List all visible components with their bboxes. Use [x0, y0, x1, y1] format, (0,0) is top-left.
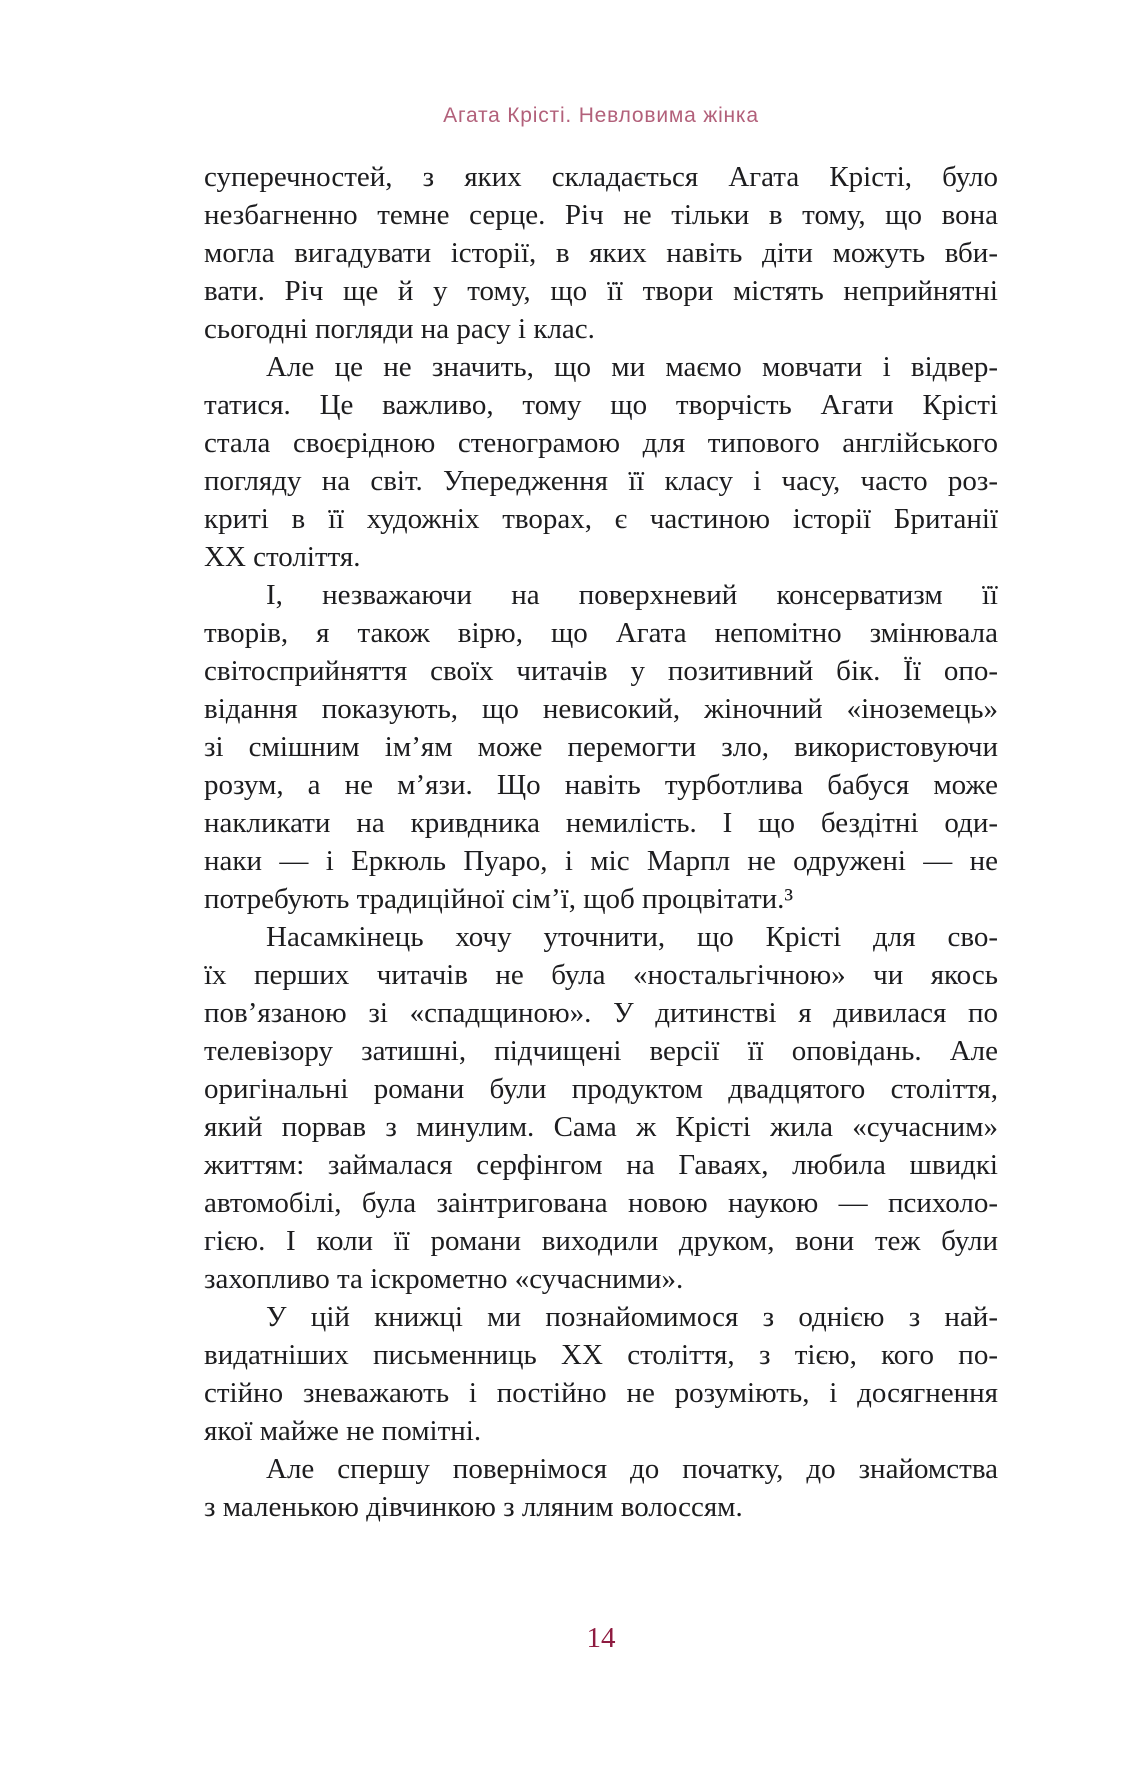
text-line: сьогодні погляди на расу і клас. [204, 313, 595, 345]
paragraph [204, 1450, 998, 1526]
text-line: криті в її художніх творах, є частиною історії Британії [204, 503, 998, 535]
text-line: творів, я також вірю, що Агата непомітно змінювала [204, 617, 998, 649]
text-line: їх перших читачів не була «ностальгічною» чи якось [204, 959, 998, 991]
text-line: татися. Це важливо, тому що творчість Агати Крісті [204, 389, 998, 421]
text-line: з маленькою дівчинкою з лляним волоссям. [204, 1491, 743, 1523]
text-line: Насамкінець хочу уточнити, що Крісті для сво- [266, 921, 998, 953]
text-line: Але це не значить, що ми маємо мовчати і відвер- [266, 351, 998, 383]
text-line: видатніших письменниць ХХ століття, з тією, кого по- [204, 1339, 998, 1371]
text-line: розум, а не м’язи. Що навіть турботлива бабуся може [204, 769, 998, 801]
text-line: захопливо та іскрометно «сучасними». [204, 1263, 684, 1295]
paragraph [204, 576, 998, 918]
body-text [204, 158, 998, 1526]
text-line: якої майже не помітні. [204, 1415, 482, 1447]
text-line: наки — і Еркюль Пуаро, і міс Марпл не одружені — не [204, 845, 998, 877]
text-line: який порвав з минулим. Сама ж Крісті жила «сучасним» [204, 1111, 998, 1143]
paragraph [204, 918, 998, 1298]
text-line: І, незважаючи на поверхневий консерватизм її [266, 579, 998, 611]
text-line: життям: займалася серфінгом на Гаваях, любила швидкі [204, 1149, 998, 1181]
text-line: Але спершу повернімося до початку, до знайомства [266, 1453, 998, 1485]
text-line: оригінальні романи були продуктом двадцятого століття, [204, 1073, 998, 1105]
text-line: незбагненно темне серце. Річ не тільки в тому, що вона [204, 199, 998, 231]
text-line: світосприйняття своїх читачів у позитивний бік. Її опо- [204, 655, 998, 687]
text-line: телевізору затишні, підчищені версії її оповідань. Але [204, 1035, 998, 1067]
page-number: 14 [586, 1622, 616, 1654]
text-line: відання показують, що невисокий, жіночний «іноземець» [204, 693, 998, 725]
text-line: вати. Річ ще й у тому, що її твори містять неприйнятні [204, 275, 998, 307]
text-line: У цій книжці ми познайомимося з однією з най- [266, 1301, 998, 1333]
paragraph [204, 1298, 998, 1450]
text-line: ХХ століття. [204, 541, 361, 573]
running-head: Агата Крісті. Невловима жінка [443, 104, 759, 127]
text-line: суперечностей, з яких складається Агата Крісті, було [204, 161, 998, 193]
text-line: стійно зневажають і постійно не розуміють, і досягнення [204, 1377, 998, 1409]
text-line: погляду на світ. Упередження її класу і часу, часто роз- [204, 465, 998, 497]
paragraph [204, 348, 998, 576]
text-line: зі смішним ім’ям може перемогти зло, використовуючи [204, 731, 998, 763]
text-line: накликати на кривдника немилість. І що бездітні оди- [204, 807, 998, 839]
paragraph [204, 158, 998, 348]
text-line: потребують традиційної сім’ї, щоб процвітати.³ [204, 883, 794, 915]
text-line: гією. І коли її романи виходили друком, вони теж були [204, 1225, 998, 1257]
text-line: могла вигадувати історії, в яких навіть діти можуть вби- [204, 237, 998, 269]
text-line: стала своєрідною стенограмою для типового англійського [204, 427, 998, 459]
text-line: пов’язаною зі «спадщиною». У дитинстві я дивилася по [204, 997, 998, 1029]
text-line: автомобілі, була заінтригована новою наукою — психоло- [204, 1187, 998, 1219]
